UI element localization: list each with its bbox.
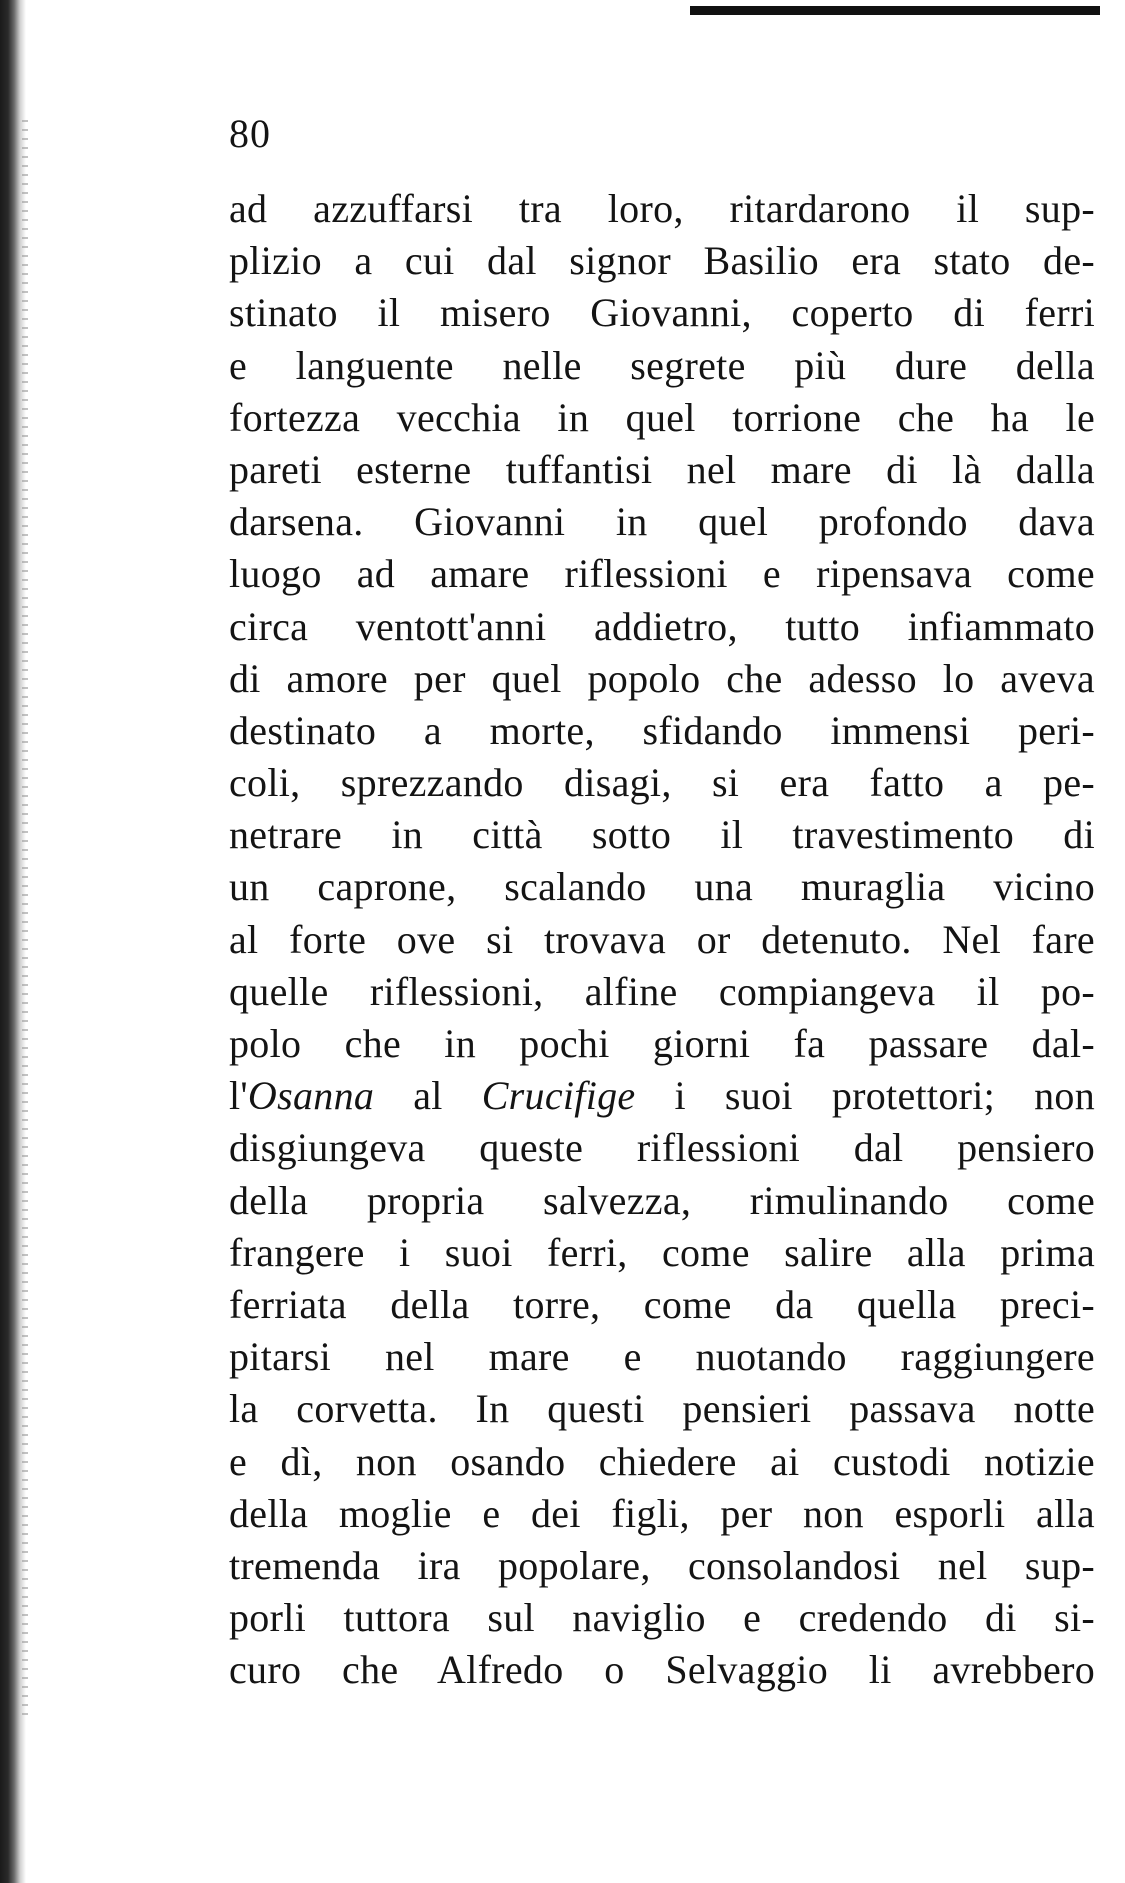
text-line: di amore per quel popolo che adesso lo aveva [229,655,1095,701]
text-line: la corvetta. In questi pensieri passava notte [229,1386,1095,1432]
text-line: quelle riflessioni, alfine compiangeva il po- [229,968,1095,1014]
italic-word-crucifige: Crucifige [481,1073,636,1119]
text-line: fortezza vecchia in quel torrione che ha le [229,394,1095,440]
text-line: frangere i suoi ferri, come salire alla prima [229,1229,1095,1275]
binding-speckle [22,120,28,1720]
text-line: luogo ad amare riflessioni e ripensava come [229,551,1095,597]
text-line: ad azzuffarsi tra loro, ritardarono il sup- [229,186,1095,231]
text-line: pitarsi nel mare e nuotando raggiungere [229,1334,1095,1380]
text-line: plizio a cui dal signor Basilio era stato de- [229,238,1095,284]
text-line: stinato il misero Giovanni, coperto di ferri [229,290,1095,336]
text-line: della propria salvezza, rimulinando come [229,1177,1095,1223]
text-line: un caprone, scalando una muraglia vicino [229,864,1095,910]
italic-word-osanna: Osanna [247,1073,375,1119]
text-span: l' [229,1073,248,1119]
text-line: circa ventott'anni addietro, tutto infiammato [229,603,1095,649]
text-span: al [374,1073,482,1119]
text-line: polo che in pochi giorni fa passare dal- [229,1021,1095,1066]
text-line: e languente nelle segrete più dure della [229,342,1095,388]
text-line: coli, sprezzando disagi, si era fatto a pe- [229,760,1095,806]
text-line: e dì, non osando chiedere ai custodi notizie [229,1438,1095,1484]
body-text [229,183,1095,1696]
text-line: porli tuttora sul naviglio e credendo di si- [229,1595,1095,1641]
top-rule [690,6,1100,15]
text-line-italic [229,1070,1095,1122]
text-line: curo che Alfredo o Selvaggio li avrebbero [229,1647,1095,1693]
text-line: darsena. Giovanni in quel profondo dava [229,499,1095,545]
page-number: 80 [229,111,271,156]
text-line: disgiungeva queste riflessioni dal pensiero [229,1125,1095,1171]
text-line: al forte ove si trovava or detenuto. Nel fare [229,916,1095,962]
text-span: i suoi protettori; non [635,1073,1095,1119]
text-line: pareti esterne tuffantisi nel mare di là dalla [229,446,1095,492]
text-line: tremenda ira popolare, consolandosi nel sup- [229,1542,1095,1588]
text-line: ferriata della torre, come da quella preci- [229,1281,1095,1327]
text-line: netrare in città sotto il travestimento di [229,812,1095,858]
text-line: della moglie e dei figli, per non esporli alla [229,1490,1095,1536]
text-line: destinato a morte, sfidando immensi peri- [229,707,1095,753]
